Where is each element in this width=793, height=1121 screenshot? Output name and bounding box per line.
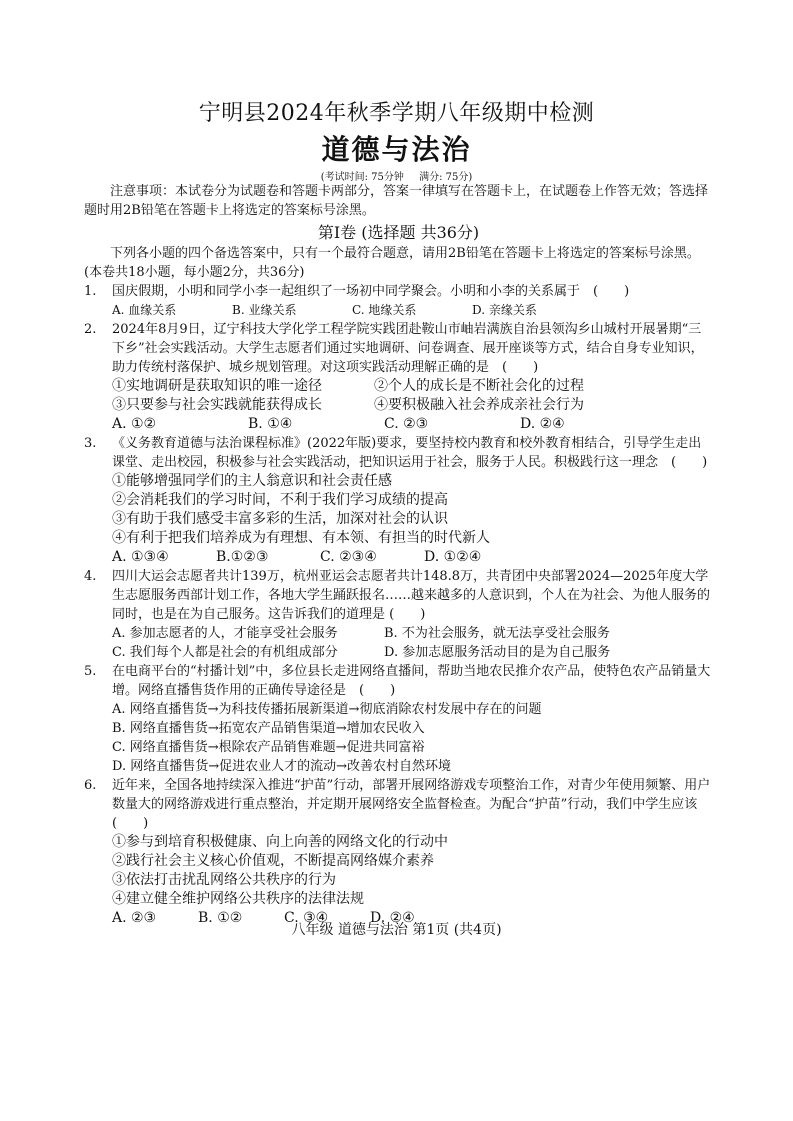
option-c: C. 我们每个人都是社会的有机组成部分 [112, 645, 338, 660]
statement-2: ②会消耗我们的学习时间，不利于我们学习成绩的提高 [112, 492, 448, 508]
question-2-options [112, 415, 713, 434]
option-d: D. 网络直播售货→促进农业人才的流动→改善农村自然环境 [112, 759, 452, 774]
question-1 [84, 282, 713, 301]
option-a: A. ①③④ [112, 549, 169, 565]
question-stem: 四川大运会志愿者共计139万，杭州亚运会志愿者共计148.8万，共青团中央部署2024—2025年度大学生志愿服务西部计划工作，各地大学生踊跃报名……越来越多的人意识到，个人在为社会、为他人服务的同时，也是在为自己服务。这告诉我们的道理是 ( ) [112, 569, 711, 622]
option-b: B. 网络直播售货→拓宽农产品销售渠道→增加农民收入 [112, 721, 425, 736]
option-c: C. ②③④ [320, 549, 377, 565]
option-b: B. 业缘关系 [232, 303, 297, 317]
statement-4: ④建立健全维护网络公共秩序的法律法规 [112, 891, 364, 907]
option-a: A. ①② [112, 416, 157, 432]
exam-time: (考试时间: 75分钟 [320, 172, 404, 183]
question-stem: 近年来，全国各地持续深入推进“护苗”行动，部署开展网络游戏专项整治工作，对青少年使用频繁、用户数量大的网络游戏进行重点整治，并定期开展网络安全监督检查。为配合“护苗”行动，我们中学生应该 ( ) [112, 778, 711, 831]
notice-text: 注意事项：本试卷分为试题卷和答题卡两部分，答案一律填写在答题卡上，在试题卷上作答无效；答选择题时用2B铅笔在答题卡上将选定的答案标号涂黑。 [84, 184, 709, 218]
question-number: 1. [84, 284, 97, 299]
option-a: A. ②③ [112, 910, 157, 926]
option-c: C. ②③ [384, 416, 429, 432]
question-4-options-row-1 [112, 624, 713, 643]
page-footer: 八年级 道德与法治 第1页 (共4页) [291, 922, 502, 938]
option-c: C. 地缘关系 [352, 303, 417, 317]
question-4-options-row-2 [112, 643, 713, 662]
option-d: D. ①②④ [424, 549, 482, 565]
question-2-items-row-1 [112, 377, 713, 396]
question-number: 3. [84, 436, 97, 451]
statement-3: ③依法打击扰乱网络公共秩序的行为 [112, 872, 336, 888]
question-6 [84, 776, 713, 833]
option-d: D. ②④ [370, 910, 415, 926]
statement-4: ④有利于把我们培养成为有理想、有本领、有担当的时代新人 [112, 530, 490, 546]
option-c: C. 网络直播售货→根除农产品销售难题→促进共同富裕 [112, 740, 425, 755]
question-number: 2. [84, 322, 97, 337]
statement-3: ③只要参与社会实践就能获得成长 [112, 397, 322, 413]
section-title: 第Ⅰ卷 (选择题 共36分) [317, 223, 480, 242]
section-intro: 下列各小题的四个备选答案中，只有一个最符合题意，请用2B铅笔在答题卡上将选定的答案标号涂黑。 (本卷共18小题，每小题2分，共36分) [84, 246, 700, 280]
option-c: C. ③④ [284, 910, 329, 926]
question-2-items-row-2 [112, 396, 713, 415]
exam-meta [0, 168, 793, 183]
statement-1: ①能够增强同学们的主人翁意识和社会责任感 [112, 473, 392, 489]
subject-title: 道德与法治 [321, 133, 472, 166]
option-d: D. ②④ [520, 416, 565, 432]
statement-1: ①实地调研是获取知识的唯一途径 [112, 378, 322, 394]
question-number: 6. [84, 778, 97, 793]
question-stem: 国庆假期，小明和同学小李一起组织了一场初中同学聚会。小明和小李的关系属于 ( ) [112, 284, 630, 299]
question-number: 4. [84, 569, 97, 584]
exam-body [84, 182, 713, 928]
question-5 [84, 662, 713, 700]
question-3 [84, 434, 713, 472]
statement-1: ①参与到培育积极健康、向上向善的网络文化的行动中 [112, 834, 448, 850]
question-3-options [112, 548, 713, 567]
question-4 [84, 567, 713, 624]
question-number: 5. [84, 664, 97, 679]
question-1-options [112, 301, 713, 320]
question-stem: 在电商平台的“村播计划”中，多位县长走进网络直播间，帮助当地农民推介农产品，使特色农产品销量大增。网络直播售货作用的正确传导途径是 ( ) [112, 664, 711, 698]
question-stem: 《义务教育道德与法治课程标准》(2022年版)要求，要坚持校内教育和校外教育相结合，引导学生走出课堂、走出校园，积极参与社会实践活动，把知识运用于社会，服务于人民。积极践行这一理念 ( ) [112, 436, 708, 470]
option-d: D. 参加志愿服务活动目的是为自己服务 [384, 645, 611, 660]
option-b: B.①②③ [216, 549, 269, 565]
statement-2: ②个人的成长是不断社会化的过程 [374, 378, 584, 394]
option-d: D. 亲缘关系 [472, 303, 537, 317]
option-b: B. ①② [198, 910, 243, 926]
option-b: B. 不为社会服务，就无法享受社会服务 [384, 626, 610, 641]
exam-score: 满分: 75分) [419, 172, 473, 183]
statement-2: ②践行社会主义核心价值观，不断提高网络媒介素养 [112, 853, 434, 869]
statement-4: ④要积极融入社会养成亲社会行为 [374, 397, 584, 413]
option-a: A. 参加志愿者的人，才能享受社会服务 [112, 626, 338, 641]
question-2 [84, 320, 713, 377]
option-b: B. ①④ [248, 416, 293, 432]
question-stem: 2024年8月9日，辽宁科技大学化学工程学院实践团赴鞍山市岫岩满族自治县领沟乡山城村开展暑期“三下乡”社会实践活动。大学生志愿者们通过实地调研、问卷调查、展开座谈等方式，结合自身专业知识，助力传统村落保护、城乡规划管理。对这项实践活动理解正确的是 ( ) [112, 322, 704, 375]
exam-title: 宁明县2024年秋季学期八年级期中检测 [198, 101, 595, 126]
statement-3: ③有助于我们感受丰富多彩的生活，加深对社会的认识 [112, 511, 448, 527]
option-a: A. 血缘关系 [112, 303, 177, 317]
option-a: A. 网络直播售货→为科技传播拓展新渠道→彻底消除农村发展中存在的问题 [112, 702, 542, 717]
